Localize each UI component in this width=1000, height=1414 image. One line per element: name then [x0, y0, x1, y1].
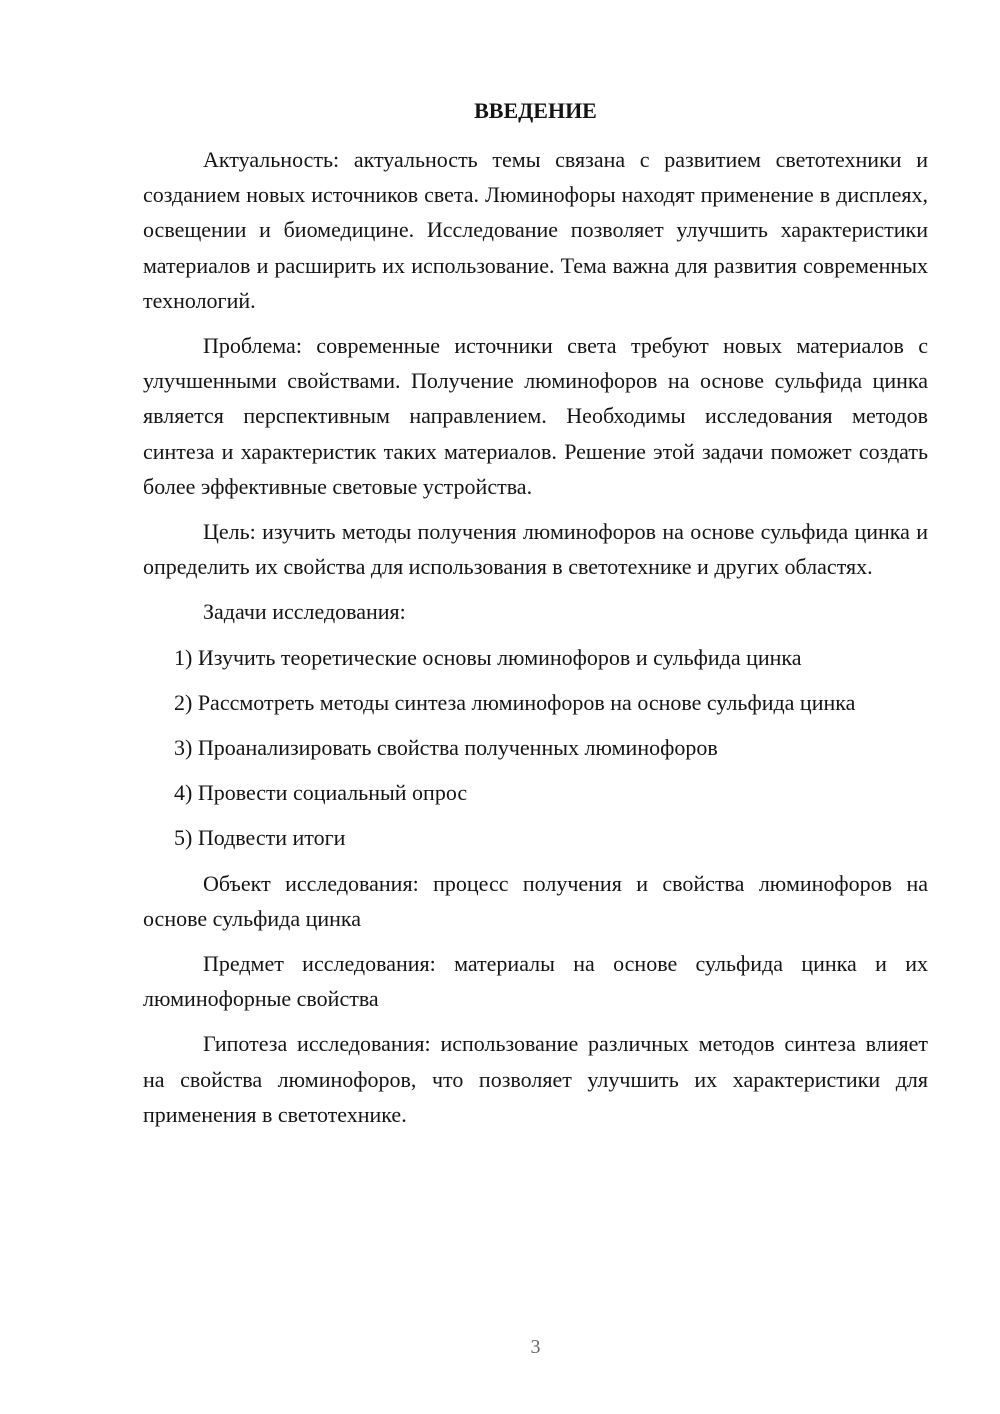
paragraph-subject: Предмет исследования: материалы на основе сульфида цинка и их люминофорные свойства: [143, 951, 928, 1012]
list-item-task-4: 4) Провести социальный опрос: [174, 780, 468, 806]
list-item-task-1: 1) Изучить теоретические основы люминофоров и сульфида цинка: [174, 644, 802, 670]
page-number: 3: [530, 1336, 541, 1358]
document-page: [143, 0, 928, 1414]
document-body: [143, 142, 928, 1142]
list-item-task-5: 5) Подвести итоги: [174, 825, 346, 851]
task-list: [143, 640, 928, 856]
page-title: ВВЕДЕНИЕ: [474, 98, 597, 123]
list-item-task-3: 3) Проанализировать свойства полученных люминофоров: [174, 735, 718, 761]
paragraph-hypothesis: Гипотеза исследования: использование различных методов синтеза влияет на свойства люминофоров, что позволяет улучшить их характеристики для применения в светотехнике.: [143, 1031, 928, 1127]
paragraph-tasks-title: Задачи исследования:: [203, 599, 406, 625]
paragraph-problem: Проблема: современные источники света требуют новых материалов с улучшенными свойствами. Получение люминофоров на основе сульфида цинка является перспективным направлением. Необходимы исследования методов синтеза и характеристик таких материалов. Решение этой задачи поможет создать более эффективные световые устройства.: [143, 333, 928, 499]
paragraph-goal: Цель: изучить методы получения люминофоров на основе сульфида цинка и определить их свойства для использования в светотехнике и других областях.: [143, 519, 928, 580]
paragraph-object: Объект исследования: процесс получения и свойства люминофоров на основе сульфида цинка: [143, 870, 928, 931]
paragraph-relevance: Актуальность: актуальность темы связана с развитием светотехники и созданием новых источников света. Люминофоры находят применение в дисплеях, освещении и биомедицине. Исследование позволяет улучшить характеристики материалов и расширить их использование. Тема важна для развития современных технологий.: [143, 147, 928, 313]
list-item-task-2: 2) Рассмотреть методы синтеза люминофоров на основе сульфида цинка: [174, 689, 856, 715]
